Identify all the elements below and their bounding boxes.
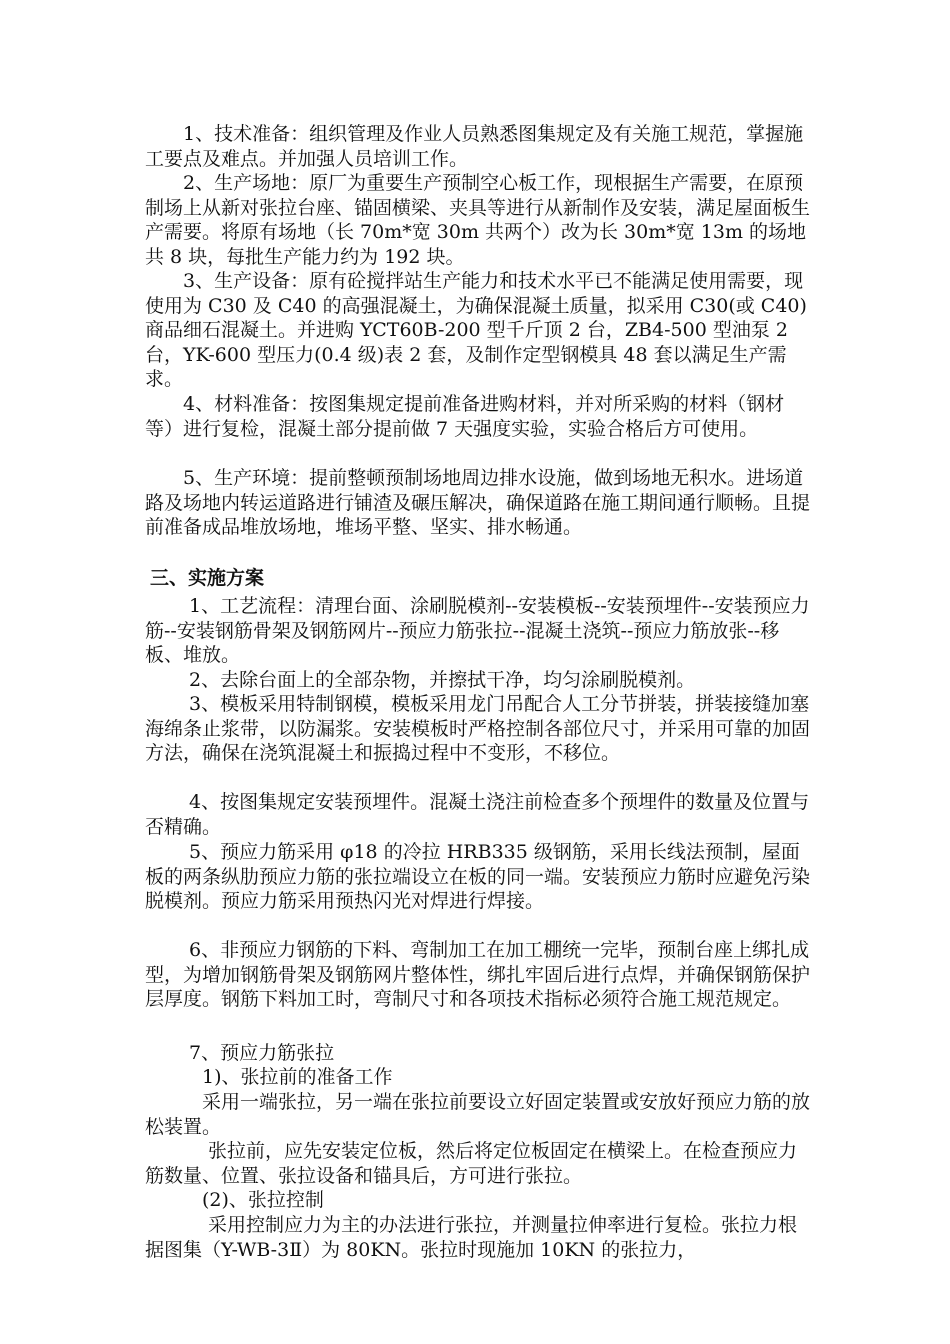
paragraph-one-end-tension: 采用一端张拉，另一端在张拉前要设立好固定装置或安放好预应力筋的放松装置。 — [145, 1091, 811, 1138]
paragraph-positioning-plate: 张拉前，应先安装定位板，然后将定位板固定在横梁上。在检查预应力筋数量、位置、张拉设备和锚具后，方可进行张拉。 — [145, 1140, 798, 1187]
subheading-tension-prep: 1)、张拉前的准备工作 — [145, 1066, 393, 1088]
paragraph-process-flow: 1、工艺流程：清理台面、涂刷脱模剂--安装模板--安装预埋件--安装预应力筋--安装钢筋骨架及钢筋网片--预应力筋张拉--混凝土浇筑--预应力筋放张--移板、堆放。 — [145, 595, 810, 667]
paragraph-production-equipment: 3、生产设备：原有砼搅拌站生产能力和技术水平已不能满足使用需要，现使用为 C30 及 C40 的高强混凝土，为确保混凝土质量，拟采用 C30(或 C40)商品细石混凝土。并进购 YCT60B-200 型千斤顶 2 台，ZB4-500 型油泵 2 台，YK-600 型压力(0.4 级)表 2 套，及制作定型钢模具 48 套以满足生产需求。 — [145, 270, 807, 391]
paragraph-non-prestressed-bars: 6、非预应力钢筋的下料、弯制加工在加工棚统一完毕，预制台座上绑扎成型，为增加钢筋骨架及钢筋网片整体性，绑扎牢固后进行点焊，并确保钢筋保护层厚度。钢筋下料加工时，弯制尺寸和各项技术指标必须符合施工规范规定。 — [145, 939, 811, 1011]
paragraph-tension-method: 采用控制应力为主的办法进行张拉，并测量拉伸率进行复检。张拉力根据图集（Y-WB-3Ⅱ）为 80KN。张拉时现施加 10KN 的张拉力， — [145, 1214, 798, 1261]
paragraph-formwork: 3、模板采用特制钢模，模板采用龙门吊配合人工分节拼装，拼装接缝加塞海绵条止浆带，以防漏浆。安装模板时严格控制各部位尺寸，并采用可靠的加固方法，确保在浇筑混凝土和振捣过程中不变形，不移位。 — [145, 693, 811, 765]
paragraph-clean-table: 2、去除台面上的全部杂物，并擦拭干净，均匀涂刷脱模剂。 — [145, 669, 696, 691]
subheading-tensioning: 7、预应力筋张拉 — [145, 1042, 335, 1064]
paragraph-production-environment: 5、生产环境：提前整顿预制场地周边排水设施，做到场地无积水。进场道路及场地内转运道路进行铺渣及碾压解决，确保道路在施工期间通行顺畅。且提前准备成品堆放场地，堆场平整、坚实、排水畅通。 — [145, 467, 811, 539]
subheading-tension-control: (2)、张拉控制 — [145, 1189, 324, 1211]
paragraph-embedded-parts: 4、按图集规定安装预埋件。混凝土浇注前检查多个预埋件的数量及位置与否精确。 — [145, 791, 810, 838]
section-heading: 三、实施方案 — [150, 567, 265, 589]
paragraph-material-prep: 4、材料准备：按图集规定提前准备进购材料，并对所采购的材料（钢材等）进行复检，混凝土部分提前做 7 天强度实验，实验合格后方可使用。 — [145, 393, 785, 440]
paragraph-prestressed-bars: 5、预应力筋采用 φ18 的冷拉 HRB335 级钢筋，采用长线法预制，屋面板的两条纵肋预应力筋的张拉端设立在板的同一端。安装预应力筋时应避免污染脱模剂。预应力筋采用预热闪光对焊进行焊接。 — [145, 841, 811, 913]
paragraph-production-site: 2、生产场地：原厂为重要生产预制空心板工作，现根据生产需要，在原预制场上从新对张拉台座、锚固横梁、夹具等进行从新制作及安装，满足屋面板生产需要。将原有场地（长 70m*宽 30m 共两个）改为长 30m*宽 13m 的场地共 8 块，每批生产能力约为 192 块。 — [145, 172, 811, 268]
paragraph-technical-prep: 1、技术准备：组织管理及作业人员熟悉图集规定及有关施工规范，掌握施工要点及难点。并加强人员培训工作。 — [145, 123, 804, 170]
